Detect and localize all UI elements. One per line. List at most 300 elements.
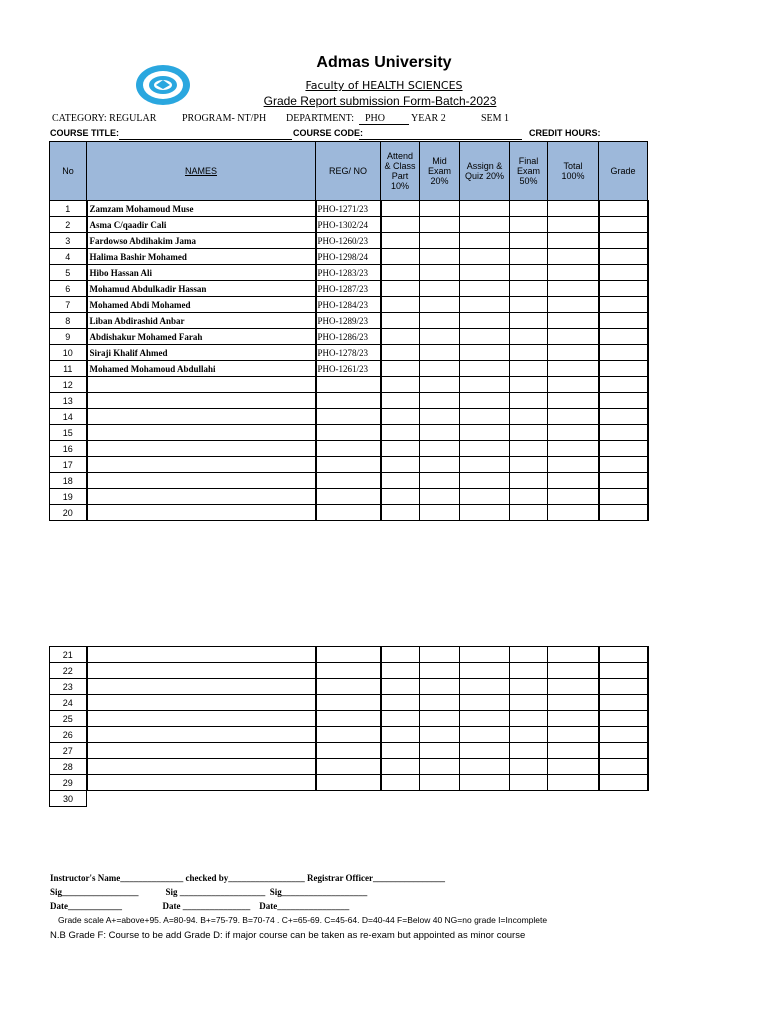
attend-score[interactable] [381,505,420,521]
student-name[interactable]: Halima Bashir Mohamed [87,249,316,265]
student-name[interactable]: Siraji Khalif Ahmed [87,345,316,361]
attend-score[interactable] [381,759,420,775]
attend-score[interactable] [381,695,420,711]
mid-exam-score[interactable] [420,727,460,743]
total-score[interactable] [548,297,599,313]
faculty-name: Faculty of HEALTH SCIENCES [305,79,463,92]
table-row [50,695,648,711]
final-exam-score[interactable] [510,489,548,505]
mid-exam-score[interactable] [420,233,460,249]
reg-number[interactable] [316,647,381,663]
mid-exam-score[interactable] [420,743,460,759]
grade-cell[interactable] [599,743,648,759]
total-score[interactable] [548,727,599,743]
grade-cell[interactable] [599,679,648,695]
mid-exam-score[interactable] [420,663,460,679]
final-exam-score[interactable] [510,425,548,441]
attend-score[interactable] [381,201,420,217]
student-name[interactable] [87,663,316,679]
table-row [50,759,648,775]
grade-cell[interactable] [599,663,648,679]
reg-number[interactable] [316,711,381,727]
student-name[interactable] [87,743,316,759]
grade-cell[interactable] [599,489,648,505]
reg-number[interactable]: PHO-1289/23 [316,313,381,329]
assign-quiz-score[interactable] [460,249,510,265]
grade-cell[interactable] [599,361,648,377]
assign-quiz-score[interactable] [460,201,510,217]
row-number: 10 [50,345,87,361]
reg-number[interactable] [316,695,381,711]
grade-cell[interactable] [599,409,648,425]
final-exam-score[interactable] [510,663,548,679]
row-number: 6 [50,281,87,297]
total-score[interactable] [548,377,599,393]
total-score[interactable] [548,505,599,521]
department-label: DEPARTMENT: [286,113,354,124]
table-row [50,377,648,393]
mid-exam-score[interactable] [420,329,460,345]
table-row [50,249,648,265]
final-exam-score[interactable] [510,711,548,727]
student-name[interactable]: Asma C/qaadir Cali [87,217,316,233]
student-name[interactable]: Zamzam Mohamoud Muse [87,201,316,217]
attend-score[interactable] [381,775,420,791]
final-exam-score[interactable] [510,345,548,361]
assign-quiz-score[interactable] [460,297,510,313]
row-number: 16 [50,441,87,457]
grade-cell[interactable] [599,249,648,265]
student-name[interactable] [87,393,316,409]
mid-exam-score[interactable] [420,217,460,233]
final-exam-score[interactable] [510,457,548,473]
student-name[interactable]: Fardowso Abdihakim Jama [87,233,316,249]
final-exam-score[interactable] [510,281,548,297]
table-row [50,775,648,791]
row-number: 23 [50,679,87,695]
mid-exam-score[interactable] [420,201,460,217]
table-row [50,473,648,489]
total-score[interactable] [548,201,599,217]
grade-cell[interactable] [599,695,648,711]
attend-score[interactable] [381,457,420,473]
reg-number[interactable] [316,775,381,791]
reg-number[interactable]: PHO-1298/24 [316,249,381,265]
student-name[interactable] [87,679,316,695]
reg-number[interactable]: PHO-1284/23 [316,297,381,313]
reg-number[interactable] [316,473,381,489]
attend-score[interactable] [381,313,420,329]
assign-quiz-score[interactable] [460,313,510,329]
student-name[interactable]: Liban Abdirashid Anbar [87,313,316,329]
total-score[interactable] [548,489,599,505]
row-number: 26 [50,727,87,743]
grade-scale-note: Grade scale A+=above+95. A=80-94. B+=75-79. B=70-74 . C+=65-69. C=45-64. D=40-44 F=Below 40 NG=no grade I=Incomplete [58,915,548,925]
mid-exam-score[interactable] [420,361,460,377]
mid-exam-score[interactable] [420,409,460,425]
student-name[interactable] [87,775,316,791]
row-number: 7 [50,297,87,313]
row-number: 13 [50,393,87,409]
mid-exam-score[interactable] [420,313,460,329]
grade-cell[interactable] [599,377,648,393]
assign-quiz-score[interactable] [460,743,510,759]
final-exam-score[interactable] [510,647,548,663]
student-name[interactable] [87,505,316,521]
total-score[interactable] [548,217,599,233]
attend-score[interactable] [381,473,420,489]
table-row [50,201,648,217]
total-score[interactable] [548,329,599,345]
grade-cell[interactable] [599,425,648,441]
row-number: 5 [50,265,87,281]
student-name[interactable] [87,377,316,393]
reg-number[interactable] [316,727,381,743]
assign-quiz-score[interactable] [460,361,510,377]
assign-quiz-score[interactable] [460,727,510,743]
total-score[interactable] [548,759,599,775]
mid-exam-score[interactable] [420,265,460,281]
grade-cell[interactable] [599,759,648,775]
final-exam-score[interactable] [510,201,548,217]
reg-number[interactable]: PHO-1271/23 [316,201,381,217]
assign-quiz-score[interactable] [460,281,510,297]
table-row [50,489,648,505]
attend-score[interactable] [381,265,420,281]
reg-number[interactable] [316,743,381,759]
student-name[interactable] [87,441,316,457]
header-grade: Grade [599,142,648,201]
table-row [50,233,648,249]
header-names: NAMES [87,142,316,201]
mid-exam-score[interactable] [420,393,460,409]
grade-cell[interactable] [599,265,648,281]
assign-quiz-score[interactable] [460,505,510,521]
mid-exam-score[interactable] [420,473,460,489]
table-row [50,361,648,377]
course-code-label: COURSE CODE: [293,128,364,138]
attend-score[interactable] [381,281,420,297]
mid-exam-score[interactable] [420,377,460,393]
attend-score[interactable] [381,425,420,441]
student-name[interactable]: Mohamed Mohamoud Abdullahi [87,361,316,377]
reg-number[interactable] [316,457,381,473]
total-score[interactable] [548,457,599,473]
final-exam-score[interactable] [510,313,548,329]
reg-number[interactable] [316,409,381,425]
assign-quiz-score[interactable] [460,695,510,711]
attend-score[interactable] [381,727,420,743]
final-exam-score[interactable] [510,329,548,345]
assign-quiz-score[interactable] [460,265,510,281]
attend-score[interactable] [381,743,420,759]
reg-number[interactable] [316,393,381,409]
total-score[interactable] [548,265,599,281]
student-name[interactable] [87,425,316,441]
grade-cell[interactable] [599,775,648,791]
table-row [50,329,648,345]
assign-quiz-score[interactable] [460,393,510,409]
mid-exam-score[interactable] [420,505,460,521]
student-name[interactable] [87,457,316,473]
mid-exam-score[interactable] [420,759,460,775]
attend-score[interactable] [381,489,420,505]
table-row [50,679,648,695]
total-score[interactable] [548,393,599,409]
header-total: Total 100% [548,142,599,201]
empty-area [87,791,648,807]
table-row [50,425,648,441]
attend-score[interactable] [381,233,420,249]
signature-sig-line: Sig_________________ Sig ___________________ Sig___________________ [50,887,368,897]
assign-quiz-score[interactable] [460,217,510,233]
table-row [50,409,648,425]
mid-exam-score[interactable] [420,457,460,473]
row-number: 21 [50,647,87,663]
attend-score[interactable] [381,217,420,233]
assign-quiz-score[interactable] [460,489,510,505]
mid-exam-score[interactable] [420,775,460,791]
mid-exam-score[interactable] [420,281,460,297]
attend-score[interactable] [381,409,420,425]
final-exam-score[interactable] [510,249,548,265]
reg-number[interactable]: PHO-1278/23 [316,345,381,361]
course-title-field[interactable] [119,129,292,140]
grade-cell[interactable] [599,393,648,409]
mid-exam-score[interactable] [420,345,460,361]
final-exam-score[interactable] [510,393,548,409]
row-number: 25 [50,711,87,727]
header-attend: Attend & Class Part 10% [381,142,420,201]
grade-table [49,141,649,521]
assign-quiz-score[interactable] [460,759,510,775]
grade-cell[interactable] [599,441,648,457]
final-exam-score[interactable] [510,233,548,249]
final-exam-score[interactable] [510,297,548,313]
reg-number[interactable]: PHO-1260/23 [316,233,381,249]
student-name[interactable]: Abdishakur Mohamed Farah [87,329,316,345]
table-row [50,345,648,361]
assign-quiz-score[interactable] [460,345,510,361]
total-score[interactable] [548,281,599,297]
attend-score[interactable] [381,361,420,377]
student-name[interactable] [87,695,316,711]
row-number: 27 [50,743,87,759]
table-row [50,505,648,521]
row-number: 28 [50,759,87,775]
row-number: 18 [50,473,87,489]
final-exam-score[interactable] [510,265,548,281]
row-number: 9 [50,329,87,345]
attend-score[interactable] [381,345,420,361]
total-score[interactable] [548,695,599,711]
assign-quiz-score[interactable] [460,233,510,249]
table-header-row [50,142,648,201]
assign-quiz-score[interactable] [460,647,510,663]
student-name[interactable] [87,759,316,775]
final-exam-score[interactable] [510,759,548,775]
course-code-field[interactable] [359,129,522,140]
mid-exam-score[interactable] [420,249,460,265]
reg-number[interactable] [316,505,381,521]
reg-number[interactable] [316,679,381,695]
header-final-exam: Final Exam 50% [510,142,548,201]
reg-number[interactable] [316,377,381,393]
total-score[interactable] [548,663,599,679]
row-number: 30 [50,791,87,807]
student-name[interactable] [87,647,316,663]
mid-exam-score[interactable] [420,679,460,695]
attend-score[interactable] [381,393,420,409]
year-label: YEAR 2 [411,113,446,124]
grade-cell[interactable] [599,329,648,345]
total-score[interactable] [548,425,599,441]
total-score[interactable] [548,313,599,329]
student-name[interactable] [87,409,316,425]
student-name[interactable]: Hibo Hassan Ali [87,265,316,281]
table-row [50,313,648,329]
grade-cell[interactable] [599,505,648,521]
total-score[interactable] [548,711,599,727]
row-number: 29 [50,775,87,791]
grade-cell[interactable] [599,233,648,249]
final-exam-score[interactable] [510,217,548,233]
final-exam-score[interactable] [510,441,548,457]
student-name[interactable] [87,489,316,505]
table-row [50,457,648,473]
reg-number[interactable] [316,489,381,505]
total-score[interactable] [548,361,599,377]
student-name[interactable] [87,711,316,727]
total-score[interactable] [548,233,599,249]
attend-score[interactable] [381,647,420,663]
total-score[interactable] [548,345,599,361]
reg-number[interactable]: PHO-1302/24 [316,217,381,233]
final-exam-score[interactable] [510,743,548,759]
total-score[interactable] [548,441,599,457]
assign-quiz-score[interactable] [460,329,510,345]
student-name[interactable]: Mohamud Abdulkadir Hassan [87,281,316,297]
reg-number[interactable]: PHO-1283/23 [316,265,381,281]
assign-quiz-score[interactable] [460,409,510,425]
final-exam-score[interactable] [510,727,548,743]
row-number: 14 [50,409,87,425]
total-score[interactable] [548,473,599,489]
student-name[interactable] [87,727,316,743]
table-row [50,743,648,759]
reg-number[interactable]: PHO-1286/23 [316,329,381,345]
grade-cell[interactable] [599,217,648,233]
header-reg-no: REG/ NO [316,142,381,201]
final-exam-score[interactable] [510,505,548,521]
table-row [50,281,648,297]
table-row [50,791,648,807]
total-score[interactable] [548,409,599,425]
table-row [50,393,648,409]
grade-cell[interactable] [599,313,648,329]
reg-number[interactable] [316,425,381,441]
table-row [50,711,648,727]
assign-quiz-score[interactable] [460,425,510,441]
reg-number[interactable] [316,759,381,775]
assign-quiz-score[interactable] [460,377,510,393]
grade-cell[interactable] [599,345,648,361]
header-mid-exam: Mid Exam 20% [420,142,460,201]
header-no: No [50,142,87,201]
total-score[interactable] [548,647,599,663]
grade-cell[interactable] [599,647,648,663]
final-exam-score[interactable] [510,775,548,791]
total-score[interactable] [548,743,599,759]
attend-score[interactable] [381,663,420,679]
final-exam-score[interactable] [510,473,548,489]
grade-cell[interactable] [599,457,648,473]
student-name[interactable] [87,473,316,489]
row-number: 12 [50,377,87,393]
assign-quiz-score[interactable] [460,663,510,679]
mid-exam-score[interactable] [420,297,460,313]
attend-score[interactable] [381,329,420,345]
final-exam-score[interactable] [510,361,548,377]
mid-exam-score[interactable] [420,695,460,711]
university-title: Admas University [316,54,452,71]
credit-hours-label: CREDIT HOURS: [529,128,601,138]
row-number: 19 [50,489,87,505]
student-name[interactable]: Mohamed Abdi Mohamed [87,297,316,313]
assign-quiz-score[interactable] [460,457,510,473]
mid-exam-score[interactable] [420,647,460,663]
final-exam-score[interactable] [510,695,548,711]
attend-score[interactable] [381,711,420,727]
total-score[interactable] [548,775,599,791]
grade-cell[interactable] [599,201,648,217]
attend-score[interactable] [381,679,420,695]
signature-names-line: Instructor's Name______________ checked by_________________ Registrar Officer________________ [50,873,446,883]
header-assign-quiz: Assign & Quiz 20% [460,142,510,201]
reg-number[interactable]: PHO-1261/23 [316,361,381,377]
mid-exam-score[interactable] [420,425,460,441]
mid-exam-score[interactable] [420,711,460,727]
attend-score[interactable] [381,377,420,393]
reg-number[interactable]: PHO-1287/23 [316,281,381,297]
mid-exam-score[interactable] [420,489,460,505]
course-title-label: COURSE TITLE: [50,128,119,138]
final-exam-score[interactable] [510,409,548,425]
assign-quiz-score[interactable] [460,441,510,457]
row-number: 15 [50,425,87,441]
assign-quiz-score[interactable] [460,473,510,489]
grade-cell[interactable] [599,473,648,489]
reg-number[interactable] [316,441,381,457]
mid-exam-score[interactable] [420,441,460,457]
assign-quiz-score[interactable] [460,679,510,695]
total-score[interactable] [548,249,599,265]
assign-quiz-score[interactable] [460,775,510,791]
grade-cell[interactable] [599,297,648,313]
reg-number[interactable] [316,663,381,679]
assign-quiz-score[interactable] [460,711,510,727]
grade-cell[interactable] [599,727,648,743]
final-exam-score[interactable] [510,377,548,393]
attend-score[interactable] [381,249,420,265]
grade-cell[interactable] [599,711,648,727]
attend-score[interactable] [381,297,420,313]
grade-cell[interactable] [599,281,648,297]
table-row [50,297,648,313]
attend-score[interactable] [381,441,420,457]
final-exam-score[interactable] [510,679,548,695]
total-score[interactable] [548,679,599,695]
